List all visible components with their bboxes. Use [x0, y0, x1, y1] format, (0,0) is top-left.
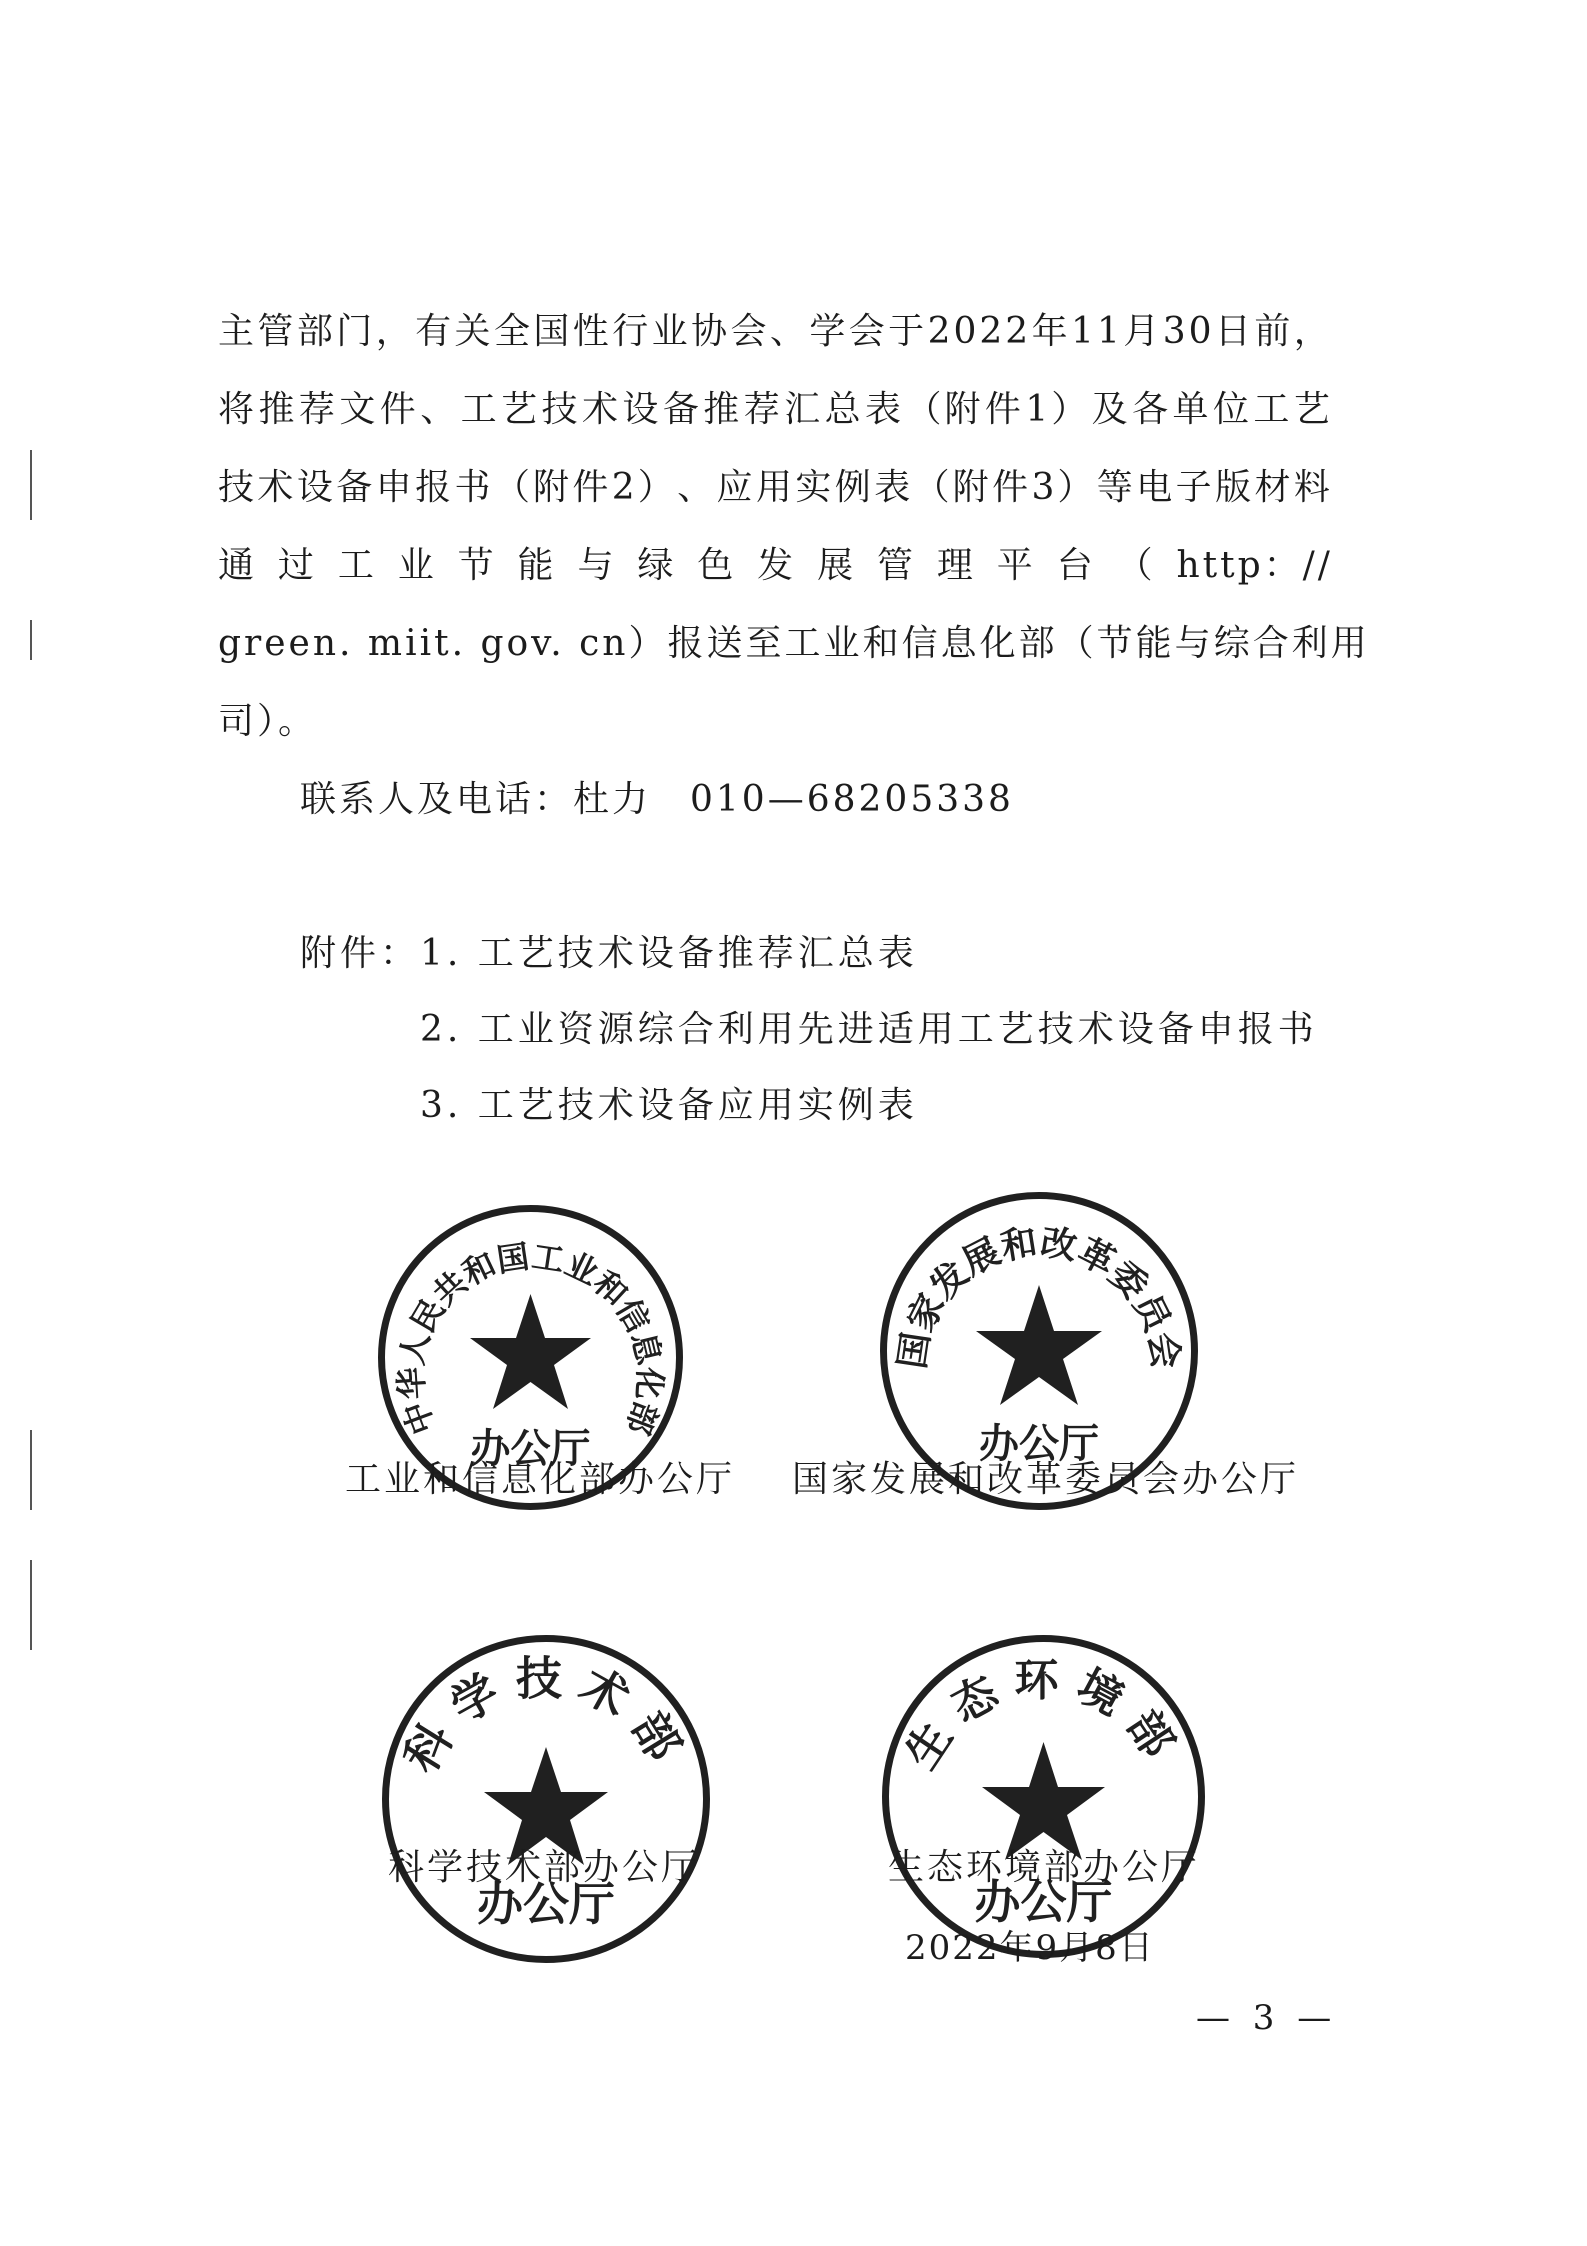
mee-office-signature: 生态环境部办公厅 [888, 1847, 1201, 1888]
star-icon [976, 1285, 1102, 1405]
body-text-token: 艺 [501, 389, 541, 430]
most-office-signature: 科学技术部办公厅 [388, 1847, 701, 1888]
body-text-token: 表 [874, 467, 914, 508]
body-text-token: 备 [662, 389, 702, 430]
body-text-token: 主 [218, 311, 258, 352]
body-text-token: 2） [611, 467, 677, 508]
body-text-token: 业 [651, 311, 691, 352]
body-text-token: 台 [1056, 545, 1096, 586]
body-text-token: 国 [533, 311, 573, 352]
miit-office-signature: 工业和信息化部办公厅 [345, 1459, 736, 1500]
document-date: 2022年9月8日 [905, 1928, 1155, 1968]
body-text-token: 关 [454, 311, 494, 352]
body-text-token: 送 [706, 623, 746, 664]
body-text-token: 色 [697, 545, 737, 586]
body-text-token: 前 [1254, 311, 1294, 352]
body-text-token: （节 [1057, 623, 1136, 664]
attachment-item-1: 1. 工艺技术设备推荐汇总表 [420, 933, 918, 974]
body-text-token: 单 [1172, 389, 1212, 430]
ndrc-office-signature: 国家发展和改革委员会办公厅 [792, 1459, 1300, 1500]
body-text-token: 绿 [637, 545, 677, 586]
body-text-token: 、 [769, 311, 809, 352]
body-text-token: 术 [257, 467, 297, 508]
attachments-label: 附件： [300, 933, 421, 974]
body-text-token: 行 [612, 311, 652, 352]
star-icon [470, 1294, 591, 1409]
body-text-token: 等 [1096, 467, 1136, 508]
body-text-token: 荐 [743, 389, 783, 430]
body-text-token: ， [1293, 311, 1333, 352]
body-text-token: 30 [1162, 311, 1215, 352]
body-text-token: 月 [1123, 311, 1163, 352]
body-line-4 [218, 544, 1333, 588]
body-text-token: 会 [848, 311, 888, 352]
body-line-6: 司）。 [218, 701, 318, 742]
body-text-token: 文 [339, 389, 379, 430]
contact-line: 联系人及电话：杜力 010—68205338 [300, 779, 1014, 820]
body-text-token: 实 [795, 467, 835, 508]
body-text-token: 性 [572, 311, 612, 352]
body-text-token: 汇 [784, 389, 824, 430]
body-text-token: 工 [460, 389, 500, 430]
body-text-token: 全 [493, 311, 533, 352]
body-text-token: 2022 [927, 311, 1032, 352]
scan-edge-mark [30, 620, 32, 660]
body-text-token: ， [375, 311, 415, 352]
body-text-token: 表 [865, 389, 905, 430]
body-text-token: 将 [218, 389, 258, 430]
body-text-token: 书 [454, 467, 494, 508]
ndrc-seal-center-text: 办公厅 [979, 1421, 1099, 1467]
body-text-token: 1） [1025, 389, 1091, 430]
most-seal [382, 1635, 710, 1963]
scan-edge-mark [30, 1430, 32, 1510]
body-text-token: 用 [755, 467, 795, 508]
page-number: — 3 — [1196, 1998, 1338, 2038]
body-text-token: 与 [577, 545, 617, 586]
body-text-token: 工 [784, 623, 824, 664]
body-text-token: 学 [809, 311, 849, 352]
most-seal-graphic [389, 1642, 703, 1956]
body-text-token: 艺 [1293, 389, 1333, 430]
body-text-token: 、 [677, 467, 717, 508]
body-text-token: 例 [834, 467, 874, 508]
body-line-1 [218, 310, 1333, 354]
body-text-token: 件 [984, 389, 1024, 430]
body-text-token: 至 [745, 623, 785, 664]
body-text-token: 部 [296, 311, 336, 352]
body-text-token: http：// [1176, 545, 1333, 586]
body-text-token: 3） [1031, 467, 1097, 508]
body-text-token: 11 [1071, 311, 1123, 352]
body-text-token: 利 [1291, 623, 1331, 664]
body-text-token: 管 [876, 545, 916, 586]
body-text-token: （附 [493, 467, 572, 508]
scan-edge-mark [30, 450, 32, 520]
body-text-token: 技 [541, 389, 581, 430]
body-text-token: 息 [940, 623, 980, 664]
body-text-token: 用 [1330, 623, 1370, 664]
body-line-2 [218, 388, 1333, 432]
body-text-token: 子 [1175, 467, 1215, 508]
body-text-token: 于 [888, 311, 928, 352]
miit-seal-center-text: 办公厅 [470, 1426, 591, 1472]
body-text-token: 协 [691, 311, 731, 352]
mee-seal-graphic [888, 1642, 1201, 1951]
body-text-token: 工 [1253, 389, 1293, 430]
body-text-token: 术 [581, 389, 621, 430]
body-text-token: 会 [730, 311, 770, 352]
body-text-token: 通 [218, 545, 258, 586]
body-text-token: 业 [823, 623, 863, 664]
body-text-token: green. miit. gov. cn） [218, 623, 668, 664]
mee-seal-ring-text: 生态环境部 [895, 1655, 1192, 1779]
body-text-token: 平 [996, 545, 1036, 586]
body-text-token: 件 [992, 467, 1032, 508]
body-text-token: 与 [1174, 623, 1214, 664]
body-text-token: 综 [1213, 623, 1253, 664]
body-text-token: 展 [817, 545, 857, 586]
body-text-token: 件 [379, 389, 419, 430]
body-text-token: 位 [1212, 389, 1252, 430]
body-text-token: 各 [1132, 389, 1172, 430]
body-text-token: 门 [336, 311, 376, 352]
scan-edge-mark [30, 1560, 32, 1650]
body-text-token: 推 [703, 389, 743, 430]
body-text-token: 发 [757, 545, 797, 586]
body-line-3 [218, 466, 1333, 510]
body-text-token: 节 [457, 545, 497, 586]
body-text-token: 和 [862, 623, 902, 664]
body-text-token: 合 [1252, 623, 1292, 664]
body-text-token: 总 [824, 389, 864, 430]
body-text-token: 管 [257, 311, 297, 352]
body-text-token: 件 [572, 467, 612, 508]
body-text-token: 日 [1214, 311, 1254, 352]
body-text-token: 电 [1136, 467, 1176, 508]
body-line-5 [218, 622, 1370, 666]
body-text-token: 版 [1215, 467, 1255, 508]
star-icon [982, 1742, 1105, 1860]
body-text-token: 能 [1135, 623, 1175, 664]
body-text-token: 化 [979, 623, 1019, 664]
body-text-token: 设 [296, 467, 336, 508]
body-text-token: 料 [1293, 467, 1333, 508]
body-text-token: 能 [517, 545, 557, 586]
miit-seal-ring-text: 中华人民共和国工业和信息化部 [391, 1237, 670, 1440]
body-text-token: 材 [1254, 467, 1294, 508]
body-text-token: 设 [622, 389, 662, 430]
attachment-item-2: 2. 工业资源综合利用先进适用工艺技术设备申报书 [420, 1009, 1318, 1050]
body-text-token: 技 [218, 467, 258, 508]
body-text-token: 备 [336, 467, 376, 508]
body-text-token: 报 [415, 467, 455, 508]
mee-seal-center-text: 办公厅 [974, 1875, 1113, 1929]
body-text-token: 报 [667, 623, 707, 664]
body-text-token: 理 [936, 545, 976, 586]
body-text-token: （附 [905, 389, 984, 430]
body-text-token: 年 [1031, 311, 1071, 352]
body-text-token: 有 [415, 311, 455, 352]
mee-seal [882, 1635, 1205, 1958]
body-text-token: 及 [1091, 389, 1131, 430]
body-text-token: 应 [716, 467, 756, 508]
body-text-token: 推 [258, 389, 298, 430]
body-text-token: 工 [337, 545, 377, 586]
body-text-token: 申 [375, 467, 415, 508]
body-text-token: （ [1116, 545, 1156, 586]
body-text-token: 荐 [298, 389, 338, 430]
body-text-token: （附 [913, 467, 992, 508]
ndrc-seal-ring-text: 国家发展和改革委员会 [891, 1222, 1187, 1372]
body-text-token: 业 [397, 545, 437, 586]
most-seal-center-text: 办公厅 [477, 1877, 615, 1931]
body-text-token: 、 [420, 389, 460, 430]
body-text-token: 过 [277, 545, 317, 586]
most-seal-ring-text: 科学技术部 [393, 1651, 699, 1782]
attachment-item-3: 3. 工艺技术设备应用实例表 [420, 1085, 918, 1126]
body-text-token: 部 [1018, 623, 1058, 664]
body-text-token: 信 [901, 623, 941, 664]
